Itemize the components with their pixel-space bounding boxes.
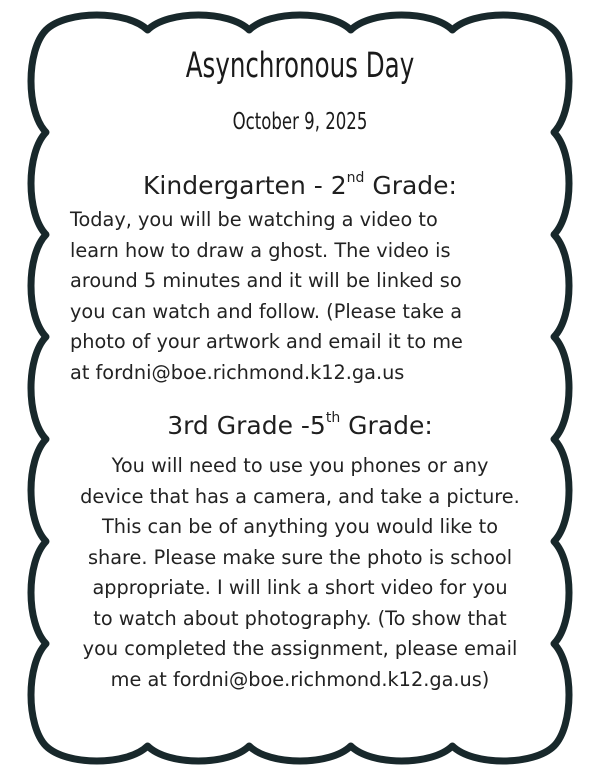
heading-ordinal: nd xyxy=(346,169,365,186)
section-body-3-5 xyxy=(0,451,600,695)
heading-text-end: Grade: xyxy=(340,411,433,440)
body-line: photo of your artwork and email it to me xyxy=(70,330,463,353)
body-line: Today, you will be watching a video to xyxy=(70,208,438,231)
heading-ordinal: th xyxy=(325,409,341,426)
body-line: share. Please make sure the photo is school xyxy=(87,545,513,569)
page-title: Asynchronous Day xyxy=(185,46,415,86)
section-heading-k2 xyxy=(0,171,600,200)
body-line-email: at fordni@boe.richmond.k12.ga.us xyxy=(70,360,405,384)
body-line: you can watch and follow. (Please take a xyxy=(70,299,463,323)
body-line: appropriate. I will link a short video for you xyxy=(92,576,508,599)
heading-text: Kindergarten - 2 xyxy=(143,171,347,200)
body-line: device that has a camera, and take a picture. xyxy=(80,484,520,508)
body-line: You will need to use you phones or any xyxy=(111,454,489,477)
section-heading-3-5 xyxy=(0,411,600,440)
section-body-k2 xyxy=(70,205,463,388)
heading-text-end: Grade: xyxy=(364,171,457,200)
body-line: This can be of anything you would like to xyxy=(101,515,499,538)
heading-text: 3rd Grade -5 xyxy=(167,411,326,440)
body-line: around 5 minutes and it will be linked so xyxy=(70,269,462,292)
body-line: learn how to draw a ghost. The video is xyxy=(70,238,451,262)
body-line: you completed the assignment, please email xyxy=(82,637,518,660)
body-line: to watch about photography. (To show that xyxy=(93,606,507,630)
event-date: October 9, 2025 xyxy=(232,109,368,135)
body-line-email: me at fordni@boe.richmond.k12.ga.us) xyxy=(110,667,490,691)
